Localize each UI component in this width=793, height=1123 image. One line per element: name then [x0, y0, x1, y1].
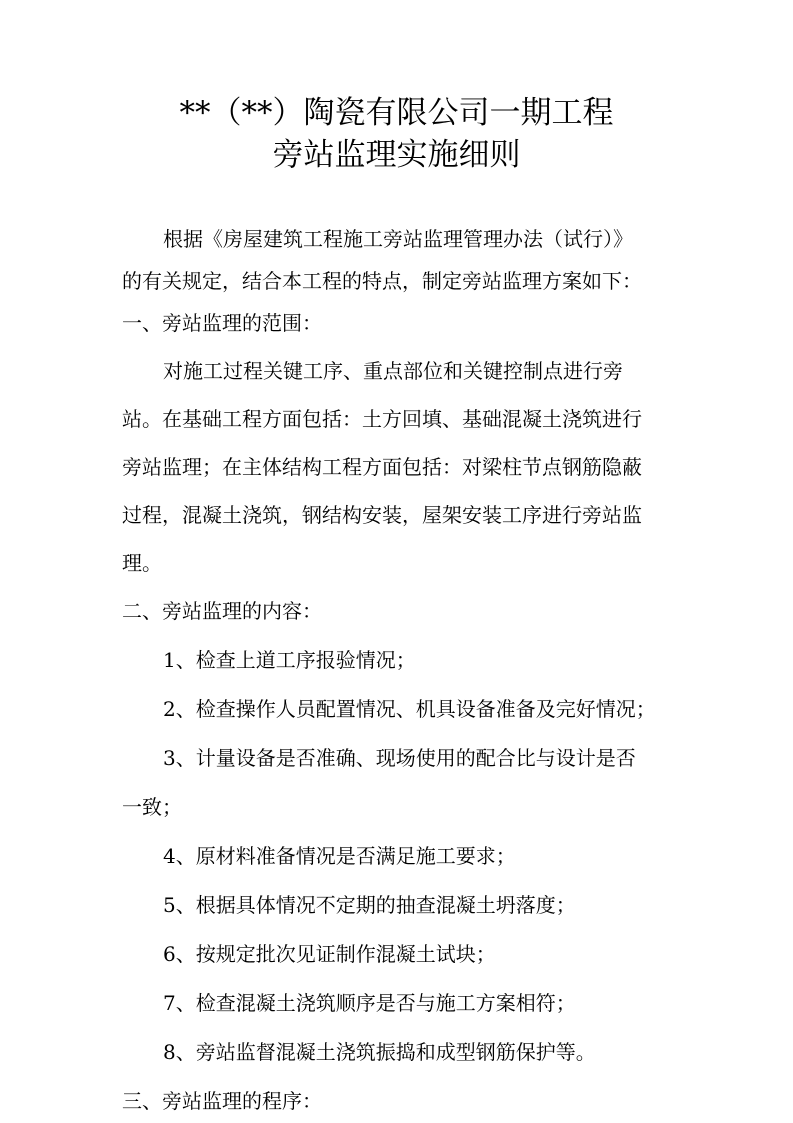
section2-item: 8、旁站监督混凝土浇筑振捣和成型钢筋保护等。 [163, 1040, 596, 1064]
section2-item: 1、检查上道工序报验情况； [163, 648, 416, 672]
section2-item-continuation: 一致； [122, 795, 182, 819]
intro-line-2: 的有关规定，结合本工程的特点，制定旁站监理方案如下： [122, 269, 642, 293]
document-title-line1: **（**）陶瓷有限公司一期工程 [179, 95, 614, 131]
document-title-line2: 旁站监理实施细则 [272, 137, 521, 173]
section2-item: 6、按规定批次见证制作混凝土试块； [163, 942, 496, 966]
section2-item: 4、原材料准备情况是否满足施工要求； [163, 844, 516, 868]
section1-heading: 一、旁站监理的范围： [122, 311, 322, 335]
intro-line-1: 根据《房屋建筑工程施工旁站监理管理办法（试行）》 [163, 227, 633, 251]
section1-paragraph-line-2: 站。在基础工程方面包括：土方回填、基础混凝土浇筑进行 [122, 407, 642, 431]
section3-heading: 三、旁站监理的程序： [122, 1089, 322, 1113]
section1-paragraph-line-3: 旁站监理；在主体结构工程方面包括：对梁柱节点钢筋隐蔽 [122, 455, 642, 479]
document-body [122, 218, 670, 1122]
section2-heading: 二、旁站监理的内容： [122, 599, 322, 623]
section2-item: 2、检查操作人员配置情况、机具设备准备及完好情况； [163, 697, 656, 721]
section2-item: 7、检查混凝土浇筑顺序是否与施工方案相符； [163, 991, 576, 1015]
section2-item: 3、计量设备是否准确、现场使用的配合比与设计是否 [163, 746, 636, 770]
section1-paragraph-line-5: 理。 [122, 551, 162, 575]
section1-paragraph-line-1: 对施工过程关键工序、重点部位和关键控制点进行旁 [163, 359, 623, 383]
section1-paragraph-line-4: 过程，混凝土浇筑，钢结构安装，屋架安装工序进行旁站监 [122, 503, 642, 527]
section2-item: 5、根据具体情况不定期的抽查混凝土坍落度； [163, 893, 576, 917]
